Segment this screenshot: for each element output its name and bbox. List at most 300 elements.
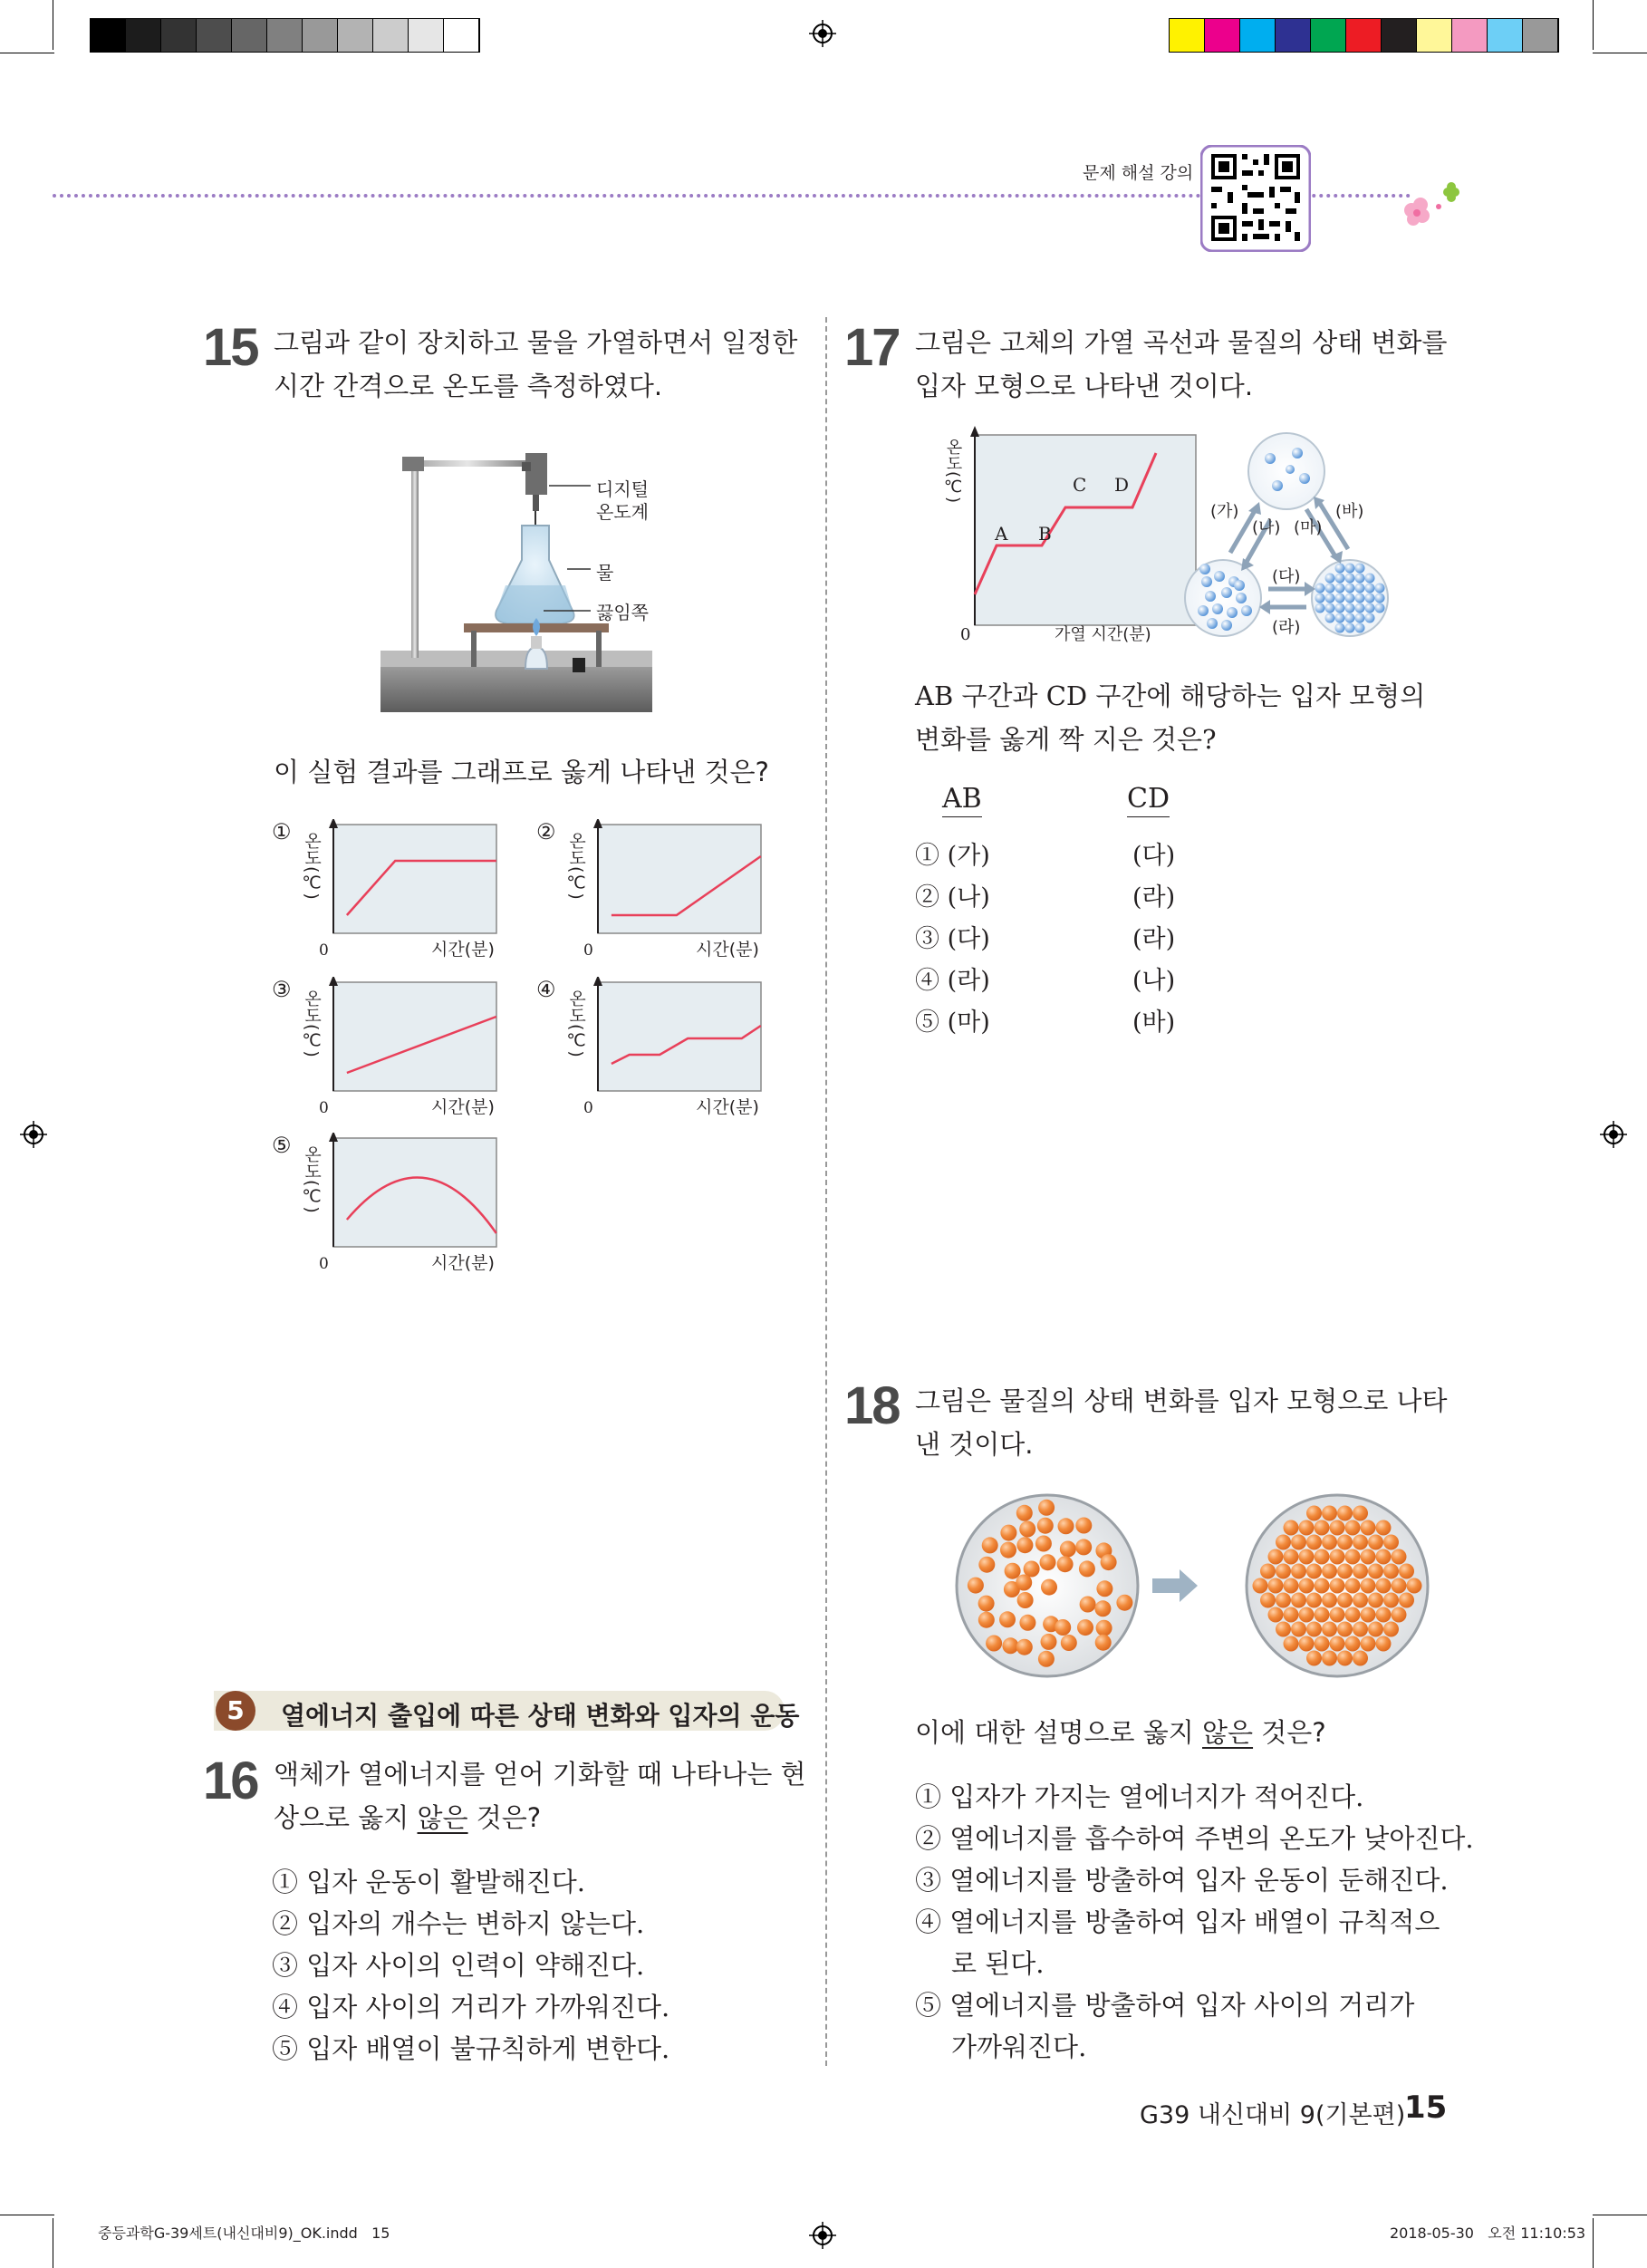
particle	[1322, 1622, 1337, 1637]
axis-y-label: 온도(℃)	[943, 439, 963, 504]
particle	[1079, 1560, 1095, 1577]
particle	[1101, 1554, 1117, 1570]
particle	[1221, 620, 1232, 631]
particle	[1037, 1518, 1054, 1534]
plot-area	[598, 982, 761, 1091]
particle	[1322, 1506, 1337, 1521]
question-prompt: 이에 대한 설명으로 옳지 않은 것은?	[915, 1717, 1326, 1748]
answer-option[interactable]: ① 입자가 가지는 열에너지가 적어진다.	[915, 1781, 1364, 1812]
particle	[1345, 594, 1355, 603]
particle	[1041, 1634, 1057, 1650]
y-axis-arrow	[329, 977, 338, 986]
particle	[1291, 1535, 1306, 1550]
question-text-line: 상으로 옳지	[274, 1802, 418, 1833]
particle	[1291, 1564, 1306, 1579]
color-swatch	[197, 19, 232, 52]
axis-x-label: 시간(분)	[431, 1253, 495, 1273]
particle	[1207, 618, 1218, 629]
color-swatch	[409, 19, 444, 52]
particle	[1345, 603, 1355, 613]
point-label: C	[1073, 474, 1087, 496]
point-label: A	[995, 523, 1008, 545]
particle	[1330, 1607, 1345, 1623]
particle	[1016, 1575, 1032, 1591]
particle	[1201, 576, 1212, 587]
particle	[1198, 605, 1209, 616]
particle	[1291, 1622, 1306, 1637]
particle	[1299, 1520, 1315, 1536]
heating-curve-figure	[942, 426, 1450, 661]
axis-x-label: 시간(분)	[696, 940, 759, 960]
color-swatch	[1523, 19, 1558, 52]
particle	[1227, 607, 1238, 618]
option-mark: ④	[536, 977, 556, 1002]
particle	[1221, 587, 1232, 598]
particle	[1376, 1549, 1392, 1565]
particle	[1299, 1549, 1315, 1565]
axis-origin: 0	[319, 1099, 329, 1117]
particle	[1345, 1607, 1361, 1623]
particle	[1355, 564, 1365, 574]
answer-option[interactable]: ③ 입자 사이의 인력이 약해진다.	[272, 1950, 645, 1981]
particle	[1199, 564, 1210, 574]
particle	[1345, 1520, 1361, 1536]
particle	[1061, 1635, 1077, 1651]
color-swatch	[1417, 19, 1452, 52]
option-mark: ⑤	[272, 1133, 292, 1158]
underlined-word: 않은	[1202, 1717, 1254, 1748]
particle	[1355, 574, 1365, 584]
registration-mark-icon	[809, 20, 836, 47]
particle	[1315, 1607, 1330, 1623]
y-axis-arrow	[593, 977, 602, 986]
particle	[1016, 1639, 1033, 1655]
particle	[1330, 1549, 1345, 1565]
particle	[1268, 1578, 1284, 1594]
particle	[1345, 1549, 1361, 1565]
question-text-line: 그림은 물질의 상태 변화를 입자 모형으로 나타	[915, 1385, 1448, 1416]
particle	[1337, 1651, 1353, 1666]
question-text-line: 그림과 같이 장치하고 물을 가열하면서 일정한	[274, 327, 798, 358]
particle	[1353, 1622, 1368, 1637]
particle	[1337, 1506, 1353, 1521]
arrow-label: (바)	[1335, 502, 1364, 521]
particle	[1325, 613, 1335, 623]
particle	[1214, 571, 1225, 582]
particle	[1353, 1651, 1368, 1666]
particle	[1306, 1622, 1322, 1637]
axis-y-label: 온도(℃)	[566, 832, 586, 900]
particle	[1019, 1521, 1035, 1538]
question-number: 17	[844, 318, 900, 377]
particle	[1060, 1541, 1076, 1558]
page-number: 15	[1404, 2089, 1448, 2126]
particle	[1000, 1542, 1016, 1559]
color-swatch	[1346, 19, 1382, 52]
particle	[1345, 1636, 1361, 1652]
particle	[1345, 584, 1355, 594]
particle	[1335, 613, 1345, 623]
particle	[1276, 1622, 1291, 1637]
particle	[1325, 574, 1335, 584]
section-number-badge: 5	[216, 1691, 255, 1731]
particle	[1322, 1593, 1337, 1608]
particle	[1075, 1518, 1092, 1534]
axis-x-label: 시간(분)	[431, 1097, 495, 1117]
lecture-label: 문제 해설 강의	[1083, 163, 1194, 183]
particle	[1236, 593, 1247, 603]
particle	[1330, 1578, 1345, 1594]
particle	[1335, 584, 1345, 594]
crop-mark	[1593, 0, 1594, 50]
particle	[1116, 1595, 1132, 1611]
particle	[1284, 1520, 1299, 1536]
column-header-cd: CD	[1127, 783, 1170, 817]
particle	[1365, 574, 1375, 584]
answer-option[interactable]: ④ 열에너지를 방출하여 입자 배열이 규칙적으	[915, 1906, 1440, 1937]
color-swatch	[1170, 19, 1205, 52]
book-title: G39 내신대비 9(기본편)	[1140, 2101, 1406, 2129]
particle	[1017, 1592, 1034, 1608]
particle	[1038, 1500, 1055, 1516]
particle	[1353, 1506, 1368, 1521]
particle	[1345, 564, 1355, 574]
particle	[1399, 1593, 1414, 1608]
particle	[1383, 1593, 1399, 1608]
particle	[1212, 603, 1223, 614]
point-label: B	[1038, 523, 1052, 545]
color-swatch	[1452, 19, 1488, 52]
particle	[1299, 1636, 1315, 1652]
color-swatch	[267, 19, 303, 52]
particle	[1337, 1593, 1353, 1608]
answer-option-continued: 로 된다.	[951, 1948, 1045, 1979]
particle	[1376, 1520, 1392, 1536]
particle	[1335, 594, 1345, 603]
answer-option[interactable]: ① (가) (다)	[915, 842, 1176, 870]
color-swatch	[91, 19, 126, 52]
particle	[1368, 1535, 1383, 1550]
crop-mark	[1593, 2218, 1594, 2268]
particle	[1355, 623, 1365, 633]
question-text-line: AB 구간과 CD 구간에 해당하는 입자 모형의	[915, 680, 1426, 711]
question-number: 16	[203, 1752, 258, 1810]
particle	[1276, 1535, 1291, 1550]
particle	[1322, 1564, 1337, 1579]
particle	[1330, 1520, 1345, 1536]
particle	[1353, 1564, 1368, 1579]
particle	[1005, 1563, 1021, 1579]
file-name: 중등과학G-39세트(내신대비9)_OK.indd 15	[98, 2225, 390, 2242]
color-swatch	[1382, 19, 1417, 52]
particle	[1284, 1578, 1299, 1594]
particle	[1392, 1578, 1407, 1594]
plot-area	[333, 982, 496, 1091]
particle	[1041, 1579, 1057, 1596]
axis-y-label: 온도(℃)	[566, 989, 586, 1057]
question-text-line: 입자 모형으로 나타낸 것이다.	[915, 371, 1254, 401]
particle	[1361, 1607, 1376, 1623]
particle	[1345, 574, 1355, 584]
particle	[1055, 1619, 1071, 1636]
state-change-particle-figure	[951, 1488, 1440, 1687]
color-swatch	[126, 19, 161, 52]
particle	[1315, 1636, 1330, 1652]
answer-option-chart[interactable]	[536, 819, 772, 968]
answer-option-chart[interactable]	[536, 977, 772, 1125]
axis-x-label: 가열 시간(분)	[1055, 625, 1151, 644]
particle	[1399, 1564, 1414, 1579]
answer-option[interactable]: ③ (다) (라)	[915, 925, 1176, 953]
particle	[1268, 1607, 1284, 1623]
y-axis-arrow	[329, 819, 338, 828]
registration-mark-icon	[809, 2222, 836, 2249]
color-swatch	[1276, 19, 1311, 52]
axis-y-label: 온도(℃)	[302, 989, 322, 1057]
particle	[986, 1636, 1002, 1652]
answer-option[interactable]: ② (나) (라)	[915, 883, 1176, 912]
question-text-line: 것은?	[467, 1802, 542, 1833]
particle	[1375, 584, 1385, 594]
answer-option[interactable]: ⑤ (마) (바)	[915, 1009, 1176, 1037]
plot-area	[333, 825, 496, 933]
q18-options	[915, 1776, 1474, 2068]
particle	[1315, 584, 1325, 594]
particle	[1335, 574, 1345, 584]
question-prompt: 이 실험 결과를 그래프로 옳게 나타낸 것은?	[274, 757, 769, 787]
particle	[968, 1578, 984, 1594]
particle	[1368, 1622, 1383, 1637]
question-text	[915, 1379, 1448, 1466]
particle	[1335, 603, 1345, 613]
axis-origin: 0	[583, 941, 593, 960]
answer-option[interactable]: ④ (라) (나)	[915, 967, 1176, 995]
plot-area	[333, 1138, 496, 1247]
question-text-line: 시간 간격으로 온도를 측정하였다.	[274, 371, 663, 401]
axis-x-label: 시간(분)	[696, 1097, 759, 1117]
gray-color-bar	[90, 18, 480, 53]
answer-option[interactable]: ③ 열에너지를 방출하여 입자 운동이 둔해진다.	[915, 1865, 1449, 1896]
particle	[1306, 1506, 1322, 1521]
particle	[1345, 1578, 1361, 1594]
axis-origin: 0	[960, 625, 971, 644]
particle	[1284, 1607, 1299, 1623]
underlined-word: 않은	[417, 1802, 468, 1833]
particle	[978, 1612, 995, 1628]
question-number: 18	[844, 1376, 900, 1435]
particle	[1376, 1578, 1392, 1594]
timestamp: 2018-05-30 오전 11:10:53	[1390, 2225, 1586, 2242]
particle	[1299, 1578, 1315, 1594]
particle	[1057, 1556, 1074, 1572]
particle	[1353, 1535, 1368, 1550]
particle	[1016, 1505, 1033, 1521]
color-swatch	[444, 19, 479, 52]
particle	[1040, 1554, 1056, 1570]
particle	[1234, 580, 1245, 591]
label-water: 물	[596, 562, 614, 584]
particle	[1000, 1525, 1016, 1541]
particle	[1335, 623, 1345, 633]
particle	[1361, 1578, 1376, 1594]
particle	[1019, 1615, 1035, 1631]
q16-options	[272, 1861, 669, 2070]
particle	[1383, 1564, 1399, 1579]
option-mark: ③	[272, 977, 292, 1002]
particle	[1337, 1622, 1353, 1637]
axis-origin: 0	[583, 1099, 593, 1117]
option-mark: ①	[272, 819, 292, 844]
registration-mark-icon	[1600, 1121, 1627, 1148]
column-divider	[825, 317, 827, 2066]
particle	[978, 1596, 995, 1612]
particle	[1094, 1600, 1111, 1617]
particle	[1315, 594, 1325, 603]
answer-option-chart[interactable]	[272, 819, 507, 968]
particle	[1315, 1549, 1330, 1565]
particle	[1096, 1580, 1112, 1597]
particle	[1035, 1536, 1052, 1552]
axis-origin: 0	[319, 941, 329, 960]
particle	[1365, 584, 1375, 594]
qr-code-icon[interactable]	[1200, 145, 1311, 252]
particle	[1315, 1578, 1330, 1594]
answer-option[interactable]: ④ 입자 사이의 거리가 가까워진다.	[272, 1992, 670, 2022]
particle	[1260, 1564, 1276, 1579]
particle	[1077, 1619, 1093, 1636]
arrow-label: (가)	[1210, 502, 1239, 521]
particle	[1376, 1607, 1392, 1623]
registration-mark-icon	[20, 1121, 47, 1148]
particle	[1355, 603, 1365, 613]
process-color-bar	[1169, 18, 1559, 53]
particle	[1080, 1597, 1096, 1613]
particle	[1306, 1564, 1322, 1579]
q17-options	[915, 835, 1175, 1044]
particle	[1392, 1607, 1407, 1623]
particle	[1241, 605, 1252, 616]
particle	[1322, 1535, 1337, 1550]
question-text	[274, 1752, 806, 1839]
answer-option[interactable]: ② 입자의 개수는 변하지 않는다.	[272, 1908, 645, 1939]
particle	[1325, 594, 1335, 603]
particle	[1038, 1651, 1055, 1667]
particle	[1345, 623, 1355, 633]
arrow-label: (다)	[1272, 567, 1301, 586]
particle	[1383, 1622, 1399, 1637]
particle	[1345, 613, 1355, 623]
color-swatch	[303, 19, 338, 52]
arrow-label: (라)	[1272, 618, 1301, 637]
color-swatch	[373, 19, 409, 52]
color-swatch	[1205, 19, 1240, 52]
answer-option[interactable]: ① 입자 운동이 활발해진다.	[272, 1867, 586, 1897]
particle	[1361, 1549, 1376, 1565]
label-boiling-chips: 끓임쪽	[596, 602, 649, 623]
color-swatch	[1311, 19, 1346, 52]
particle	[1058, 1518, 1074, 1534]
plot-area	[598, 825, 761, 933]
particle	[1365, 603, 1375, 613]
particle	[1291, 1593, 1306, 1608]
particle	[1002, 1637, 1018, 1654]
particle	[1315, 1520, 1330, 1536]
particle	[1276, 1564, 1291, 1579]
particle	[1365, 613, 1375, 623]
particle	[1337, 1535, 1353, 1550]
flower-ornament-icon	[1393, 179, 1466, 234]
particle	[999, 1611, 1016, 1627]
particle	[1095, 1635, 1112, 1651]
color-swatch	[338, 19, 373, 52]
question-text	[915, 321, 1448, 408]
answer-option-chart[interactable]	[272, 1133, 507, 1281]
answer-option[interactable]: ⑤ 열에너지를 방출하여 입자 사이의 거리가	[915, 1990, 1415, 2021]
particle	[1375, 594, 1385, 603]
axis-y-label: 온도(℃)	[302, 832, 322, 900]
particle	[1205, 591, 1216, 602]
particle	[1284, 1636, 1299, 1652]
question-text	[274, 321, 797, 408]
particle	[1392, 1549, 1407, 1565]
question-text-line: 액체가 열에너지를 얻어 기화할 때 나타나는 현	[274, 1759, 806, 1790]
color-swatch	[232, 19, 267, 52]
particle	[1276, 1593, 1291, 1608]
particle	[1365, 594, 1375, 603]
particle	[1335, 564, 1345, 574]
color-swatch	[1240, 19, 1276, 52]
question-text-line: 변화를 옳게 짝 지은 것은?	[915, 724, 1217, 755]
y-axis-arrow	[329, 1133, 338, 1142]
particle	[1306, 1651, 1322, 1666]
color-swatch	[1488, 19, 1523, 52]
question-number: 15	[203, 318, 258, 377]
axis-y-label: 온도(℃)	[302, 1145, 322, 1213]
particle	[1284, 1549, 1299, 1565]
particle	[1361, 1520, 1376, 1536]
particle	[1268, 1549, 1284, 1565]
answer-option-chart[interactable]	[272, 977, 507, 1125]
particle	[1375, 603, 1385, 613]
particle	[1016, 1537, 1033, 1553]
particle	[1368, 1593, 1383, 1608]
section-title: 열에너지 출입에 따른 상태 변화와 입자의 운동	[281, 1701, 800, 1731]
particle	[1383, 1535, 1399, 1550]
heating-apparatus-figure	[380, 433, 743, 723]
question-text-line: 낸 것이다.	[915, 1429, 1034, 1460]
axis-x-label: 시간(분)	[431, 940, 495, 960]
particle	[1330, 1636, 1345, 1652]
answer-option[interactable]: ② 열에너지를 흡수하여 주변의 온도가 낮아진다.	[915, 1823, 1474, 1854]
particle	[1355, 613, 1365, 623]
column-header-ab: AB	[942, 783, 982, 817]
particle	[982, 1537, 998, 1553]
particle	[1376, 1636, 1392, 1652]
particle	[1407, 1578, 1422, 1594]
particle	[1368, 1564, 1383, 1579]
particle	[1260, 1593, 1276, 1608]
option-mark: ②	[536, 819, 556, 844]
particle	[1096, 1620, 1112, 1636]
particle	[1306, 1593, 1322, 1608]
particle	[978, 1557, 995, 1573]
particle	[1353, 1593, 1368, 1608]
answer-option[interactable]: ⑤ 입자 배열이 불규칙하게 변한다.	[272, 2033, 670, 2064]
particle	[1337, 1564, 1353, 1579]
question-text-line: 그림은 고체의 가열 곡선과 물질의 상태 변화를	[915, 327, 1448, 358]
particle	[1253, 1578, 1268, 1594]
particle	[1355, 594, 1365, 603]
